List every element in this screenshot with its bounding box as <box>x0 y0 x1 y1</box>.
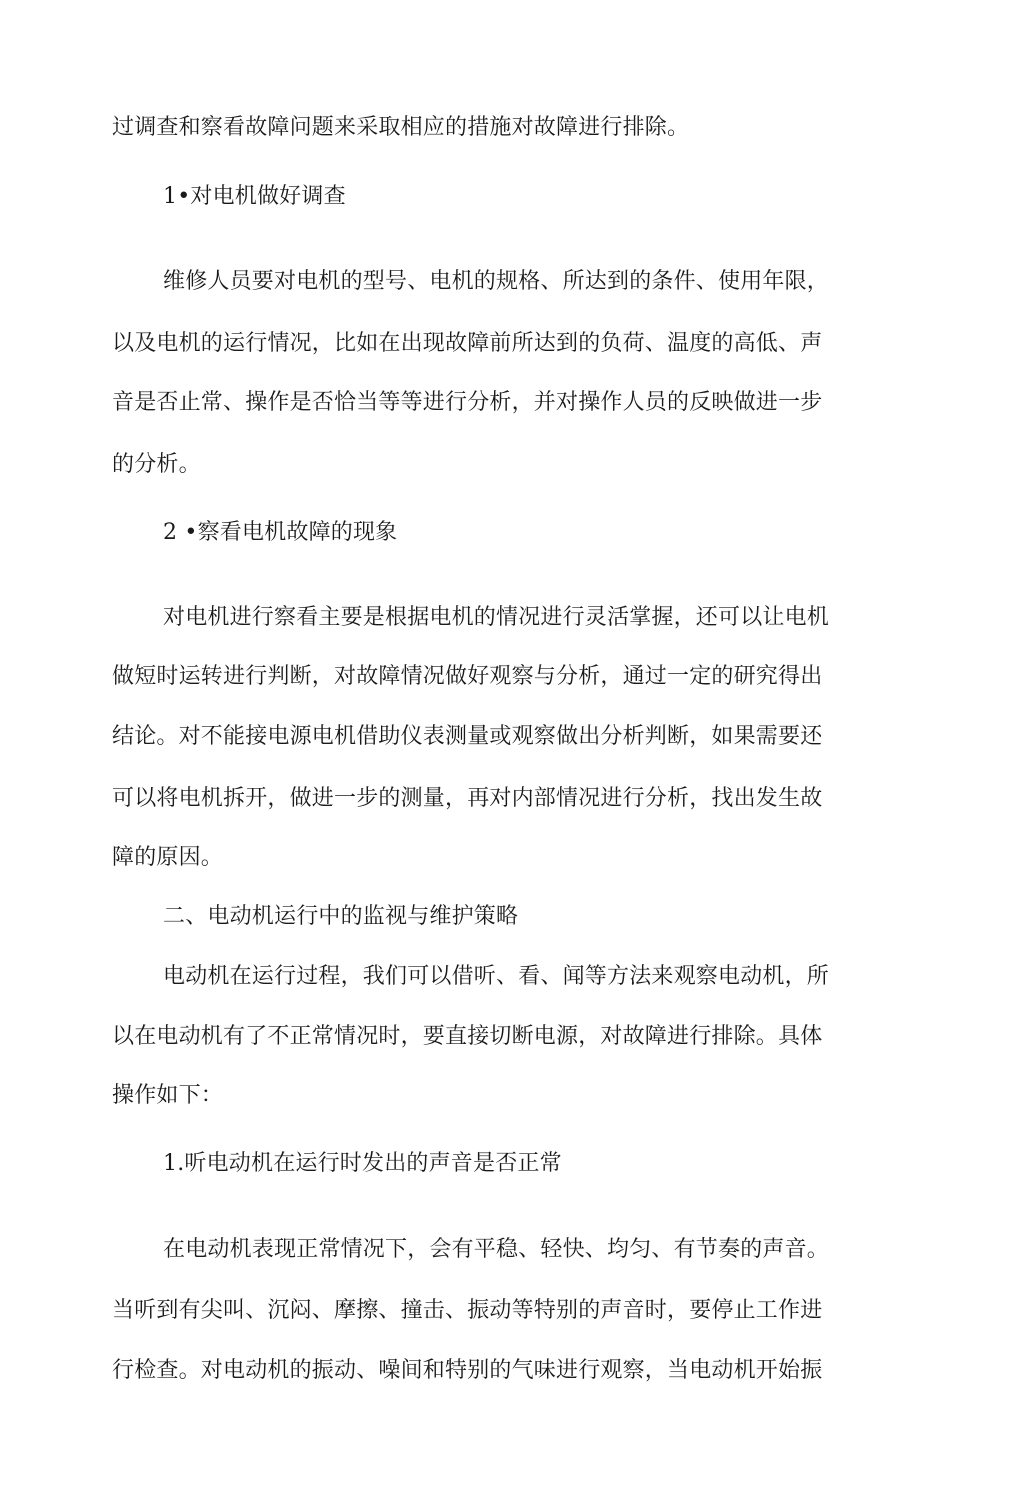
paragraph-line: 当听到有尖叫、沉闷、摩擦、撞击、振动等特别的声音时，要停止工作进 <box>112 1298 823 1323</box>
paragraph-line: 对电机进行察看主要是根据电机的情况进行灵活掌握，还可以让电机 <box>163 605 830 630</box>
section-heading: 2 •察看电机故障的现象 <box>163 520 398 545</box>
paragraph-line: 电动机在运行过程，我们可以借听、看、闻等方法来观察电动机，所 <box>163 964 830 989</box>
paragraph-line: 维修人员要对电机的型号、电机的规格、所达到的条件、使用年限， <box>163 269 830 294</box>
paragraph-line: 过调查和察看故障问题来采取相应的措施对故障进行排除。 <box>112 115 690 140</box>
paragraph-line: 障的原因。 <box>112 845 224 870</box>
section-heading: 1•对电机做好调查 <box>163 184 346 209</box>
paragraph-line: 音是否止常、操作是否恰当等等进行分析，并对操作人员的反映做进一步 <box>112 390 823 415</box>
section-heading: 二、电动机运行中的监视与维护策略 <box>163 904 519 929</box>
paragraph-line: 以在电动机有了不正常情况时，要直接切断电源，对故障进行排除。具体 <box>112 1024 823 1049</box>
paragraph-line: 行检查。对电动机的振动、噪间和特别的气味进行观察，当电动机开始振 <box>112 1358 823 1383</box>
paragraph-line: 做短时运转进行判断，对故障情况做好观察与分析，通过一定的研究得出 <box>112 664 823 689</box>
paragraph-line: 在电动机表现正常情况下，会有平稳、轻快、均匀、有节奏的声音。 <box>163 1237 830 1262</box>
paragraph-line: 结论。对不能接电源电机借助仪表测量或观察做出分析判断，如果需要还 <box>112 724 823 749</box>
paragraph-line: 可以将电机拆开，做进一步的测量，再对内部情况进行分析，找出发生故 <box>112 786 823 811</box>
paragraph-line: 的分析。 <box>112 452 201 477</box>
section-heading: 1.听电动机在运行时发出的声音是否正常 <box>163 1151 562 1176</box>
paragraph-line: 以及电机的运行情况，比如在出现故障前所达到的负荷、温度的高低、声 <box>112 331 823 356</box>
paragraph-line: 操作如下： <box>112 1083 224 1108</box>
